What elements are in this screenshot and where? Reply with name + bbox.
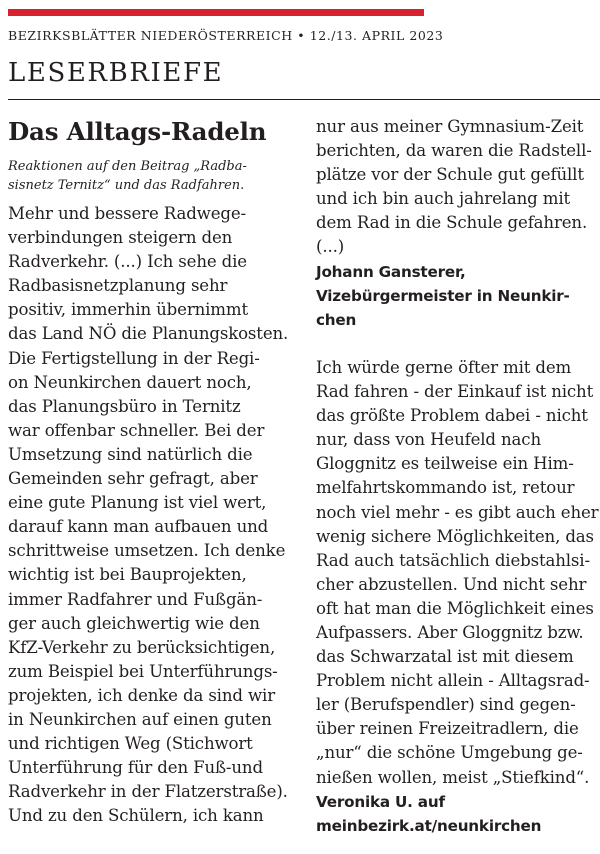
text-line: Und zu den Schülern, ich kann bbox=[8, 806, 264, 826]
text-line: wichtig ist bei Bauprojekten, bbox=[8, 565, 247, 585]
text-line: das größte Problem dabei - nicht bbox=[316, 406, 588, 426]
top-red-rule bbox=[8, 9, 424, 16]
paragraph-gap bbox=[316, 332, 600, 356]
text-line: Gloggnitz es teilweise ein Him- bbox=[316, 454, 574, 474]
text-line: Umsetzung sind natürlich die bbox=[8, 444, 253, 464]
text-line: Die Fertigstellung in der Regi- bbox=[8, 348, 260, 368]
text-line: (...) bbox=[316, 237, 345, 257]
masthead: BEZIRKSBLÄTTER NIEDERÖSTERREICH • 12./13. APRIL 2023 bbox=[8, 28, 444, 43]
section-divider bbox=[8, 99, 600, 100]
text-line: das Planungsbüro in Ternitz bbox=[8, 396, 241, 416]
text-line: Rad auch tatsächlich diebstahlsi- bbox=[316, 550, 590, 570]
article-headline: Das Alltags-Radeln bbox=[8, 117, 267, 146]
text-line: nießen wollen, meist „Stiefkind“. bbox=[316, 767, 590, 787]
text-line: Mehr und bessere Radwege- bbox=[8, 204, 247, 223]
text-line: Gemeinden sehr gefragt, aber bbox=[8, 469, 258, 489]
text-line: schrittweise umsetzen. Ich denke bbox=[8, 541, 286, 561]
text-line: noch viel mehr - es gibt auch eher bbox=[316, 502, 599, 522]
text-line: nur, dass von Heufeld nach bbox=[316, 430, 541, 450]
letter-2-author: meinbezirk.at/neunkirchen bbox=[316, 816, 542, 835]
text-line: Unterführung für den Fuß-und bbox=[8, 758, 263, 778]
text-line: in Neunkirchen auf einen guten bbox=[8, 709, 272, 729]
intro-line: Reaktionen auf den Beitrag „Radba- bbox=[8, 159, 247, 174]
text-line: und ich bin auch jahrelang mit bbox=[316, 189, 571, 209]
right-column bbox=[316, 115, 600, 838]
text-line: über reinen Freizeitradlern, die bbox=[316, 719, 579, 739]
text-line: ler (Berufspendler) sind gegen- bbox=[316, 695, 576, 715]
text-line: positiv, immerhin übernimmt bbox=[8, 300, 248, 320]
letter-1-author: chen bbox=[316, 310, 357, 329]
letter-1-author: Vizebürgermeister in Neunkir- bbox=[316, 286, 570, 305]
text-line: darauf kann man aufbauen und bbox=[8, 517, 269, 537]
text-line: Ich würde gerne öfter mit dem bbox=[316, 357, 572, 377]
text-line: melfahrtskommando ist, retour bbox=[316, 478, 575, 498]
text-line: Rad fahren - der Einkauf ist nicht bbox=[316, 382, 594, 402]
letter-1-author: Johann Gansterer, bbox=[316, 262, 466, 281]
text-line: nur aus meiner Gymnasium-Zeit bbox=[316, 117, 584, 136]
text-line: zum Beispiel bei Unterführungs- bbox=[8, 661, 278, 681]
text-line: und richtigen Weg (Stichwort bbox=[8, 734, 253, 754]
text-line: das Schwarzatal ist mit diesem bbox=[316, 647, 574, 667]
text-line: plätze vor der Schule gut gefüllt bbox=[316, 165, 584, 185]
text-line: eine gute Planung ist viel wert, bbox=[8, 493, 267, 513]
text-line: Aufpassers. Aber Gloggnitz bzw. bbox=[316, 622, 584, 642]
text-line: berichten, da waren die Radstell- bbox=[316, 141, 592, 161]
text-line: Radverkehr. (...) Ich sehe die bbox=[8, 252, 247, 272]
text-line: cher abzustellen. Und nicht sehr bbox=[316, 574, 587, 594]
letter-1-body-part-2 bbox=[316, 115, 600, 838]
article-intro bbox=[8, 157, 300, 195]
text-line: Radverkehr in der Flatzerstraße). bbox=[8, 782, 288, 802]
text-line: oft hat man die Möglichkeit eines bbox=[316, 598, 594, 618]
letter-1-body-part-1 bbox=[8, 202, 300, 828]
section-title: LESERBRIEFE bbox=[8, 58, 224, 88]
intro-line: sisnetz Ternitz“ und das Radfahren. bbox=[8, 178, 245, 193]
text-line: Problem nicht allein - Alltagsrad- bbox=[316, 671, 590, 691]
letter-2-author: Veronika U. auf bbox=[316, 792, 445, 811]
text-line: KfZ-Verkehr zu berücksichtigen, bbox=[8, 637, 276, 657]
text-line: das Land NÖ die Planungskosten. bbox=[8, 324, 289, 344]
text-line: immer Radfahrer und Fußgän- bbox=[8, 589, 263, 609]
text-line: dem Rad in die Schule gefahren. bbox=[316, 213, 588, 233]
text-line: verbindungen steigern den bbox=[8, 228, 233, 248]
text-line: projekten, ich denke da sind wir bbox=[8, 685, 275, 705]
text-line: Radbasisnetzplanung sehr bbox=[8, 276, 228, 296]
text-line: on Neunkirchen dauert noch, bbox=[8, 372, 252, 392]
left-column bbox=[8, 115, 300, 828]
text-line: ger auch gleichwertig wie den bbox=[8, 613, 260, 633]
text-line: wenig sichere Möglichkeiten, das bbox=[316, 526, 594, 546]
text-line: „nur“ die schöne Umgebung ge- bbox=[316, 743, 583, 763]
text-line: war offenbar schneller. Bei der bbox=[8, 420, 265, 440]
